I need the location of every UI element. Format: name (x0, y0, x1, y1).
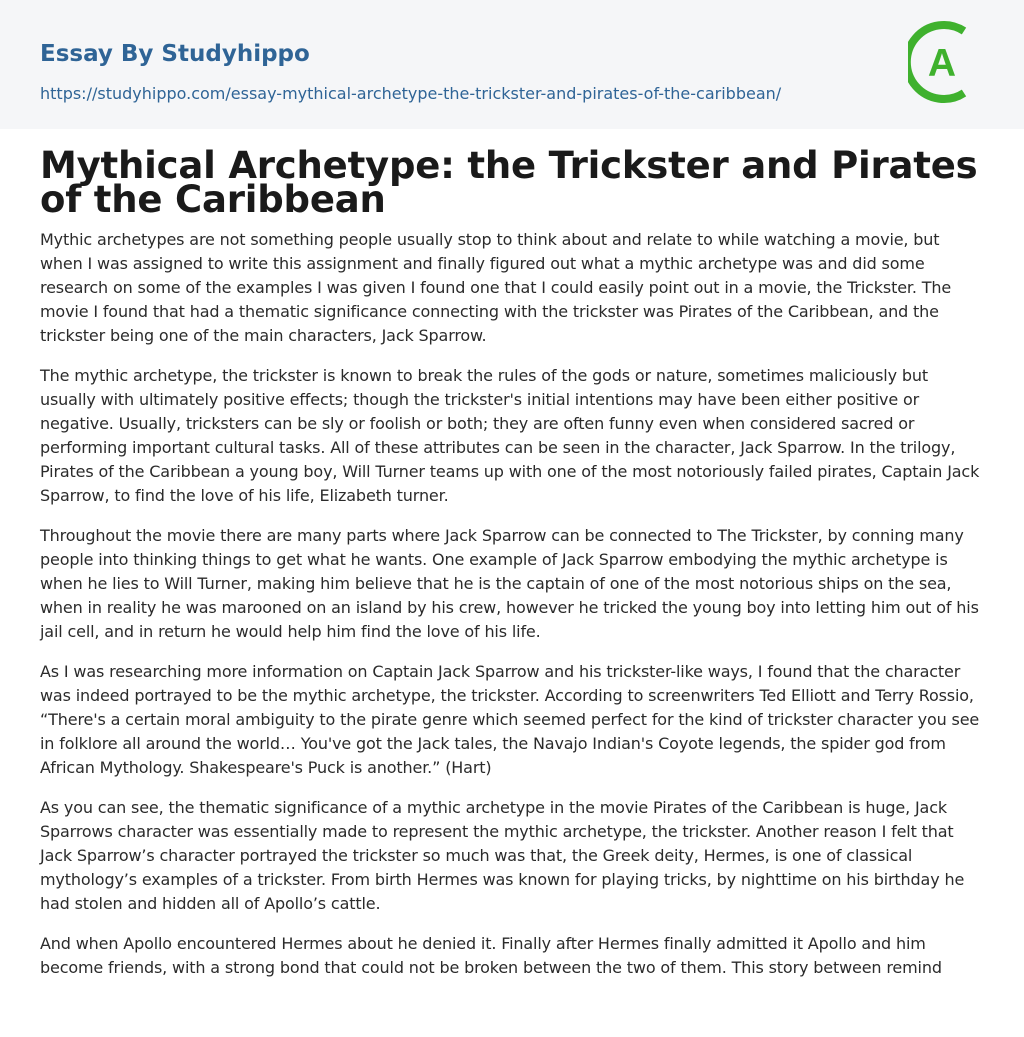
essay-paragraph: As you can see, the thematic significance of a mythic archetype in the movie Pirates of the Caribbean is huge, Jack Sparrows character was essentially made to represent the mythic archetype, the trickster. Another reason I felt that Jack Sparrow’s character portrayed the trickster so much was that, the Greek deity, Hermes, is one of classical mythology’s examples of a trickster. From birth Hermes was known for playing tricks, by nighttime on his birthday he had stolen and hidden all of Apollo’s cattle. (40, 798, 965, 913)
essay-paragraph: Mythic archetypes are not something people usually stop to think about and relate to while watching a movie, but when I was assigned to write this assignment and finally figured out what a mythic archetype was and did some research on some of the examples I was given I found one that I could easily point out in a movie, the Trickster. The movie I found that had a thematic significance connecting with the trickster was Pirates of the Caribbean, and the trickster being one of the main characters, Jack Sparrow. (40, 230, 952, 345)
site-brand[interactable]: Essay By Studyhippo (40, 41, 310, 67)
essay-content (0, 129, 1024, 980)
essay-paragraph: The mythic archetype, the trickster is known to break the rules of the gods or nature, sometimes maliciously but usually with ultimately positive effects; though the trickster's initial intentions may have been either positive or negative. Usually, tricksters can be sly or foolish or both; they are often funny even when considered sacred or performing important cultural tasks. All of these attributes can be seen in the character, Jack Sparrow. In the trilogy, Pirates of the Caribbean a young boy, Will Turner teams up with one of the most notoriously failed pirates, Captain Jack Sparrow, to find the love of his life, Elizabeth turner. (40, 366, 980, 505)
essay-title: Mythical Archetype: the Trickster and Pirates of the Caribbean (40, 144, 978, 221)
essay-paragraph: Throughout the movie there are many parts where Jack Sparrow can be connected to The Trickster, by conning many people into thinking things to get what he wants. One example of Jack Sparrow embodying the mythic archetype is when he lies to Will Turner, making him believe that he is the captain of one of the most notorious ships on the sea, when in reality he was marooned on an island by his crew, however he tricked the young boy into letting him out of his jail cell, and in return he would help him find the love of his life. (40, 526, 979, 641)
logo-letter: A (927, 42, 957, 85)
essay-paragraph: As I was researching more information on Captain Jack Sparrow and his trickster-like ways, I found that the character was indeed portrayed to be the mythic archetype, the trickster. According to screenwriters Ted Elliott and Terry Rossio, “There's a certain moral ambiguity to the pirate genre which seemed perfect for the kind of trickster character you see in folklore all around the world… You've got the Jack tales, the Navajo Indian's Coyote legends, the spider god from African Mythology. Shakespeare's Puck is another.” (Hart) (40, 662, 980, 777)
studyhippo-logo-icon[interactable] (908, 16, 992, 108)
source-url-link[interactable]: https://studyhippo.com/essay-mythical-archetype-the-trickster-and-pirates-of-the-caribbean/ (40, 84, 782, 103)
essay-paragraph: And when Apollo encountered Hermes about he denied it. Finally after Hermes finally admitted it Apollo and him become friends, with a strong bond that could not be broken between the two of them. This story between remind (40, 934, 942, 977)
site-header (0, 0, 1024, 129)
